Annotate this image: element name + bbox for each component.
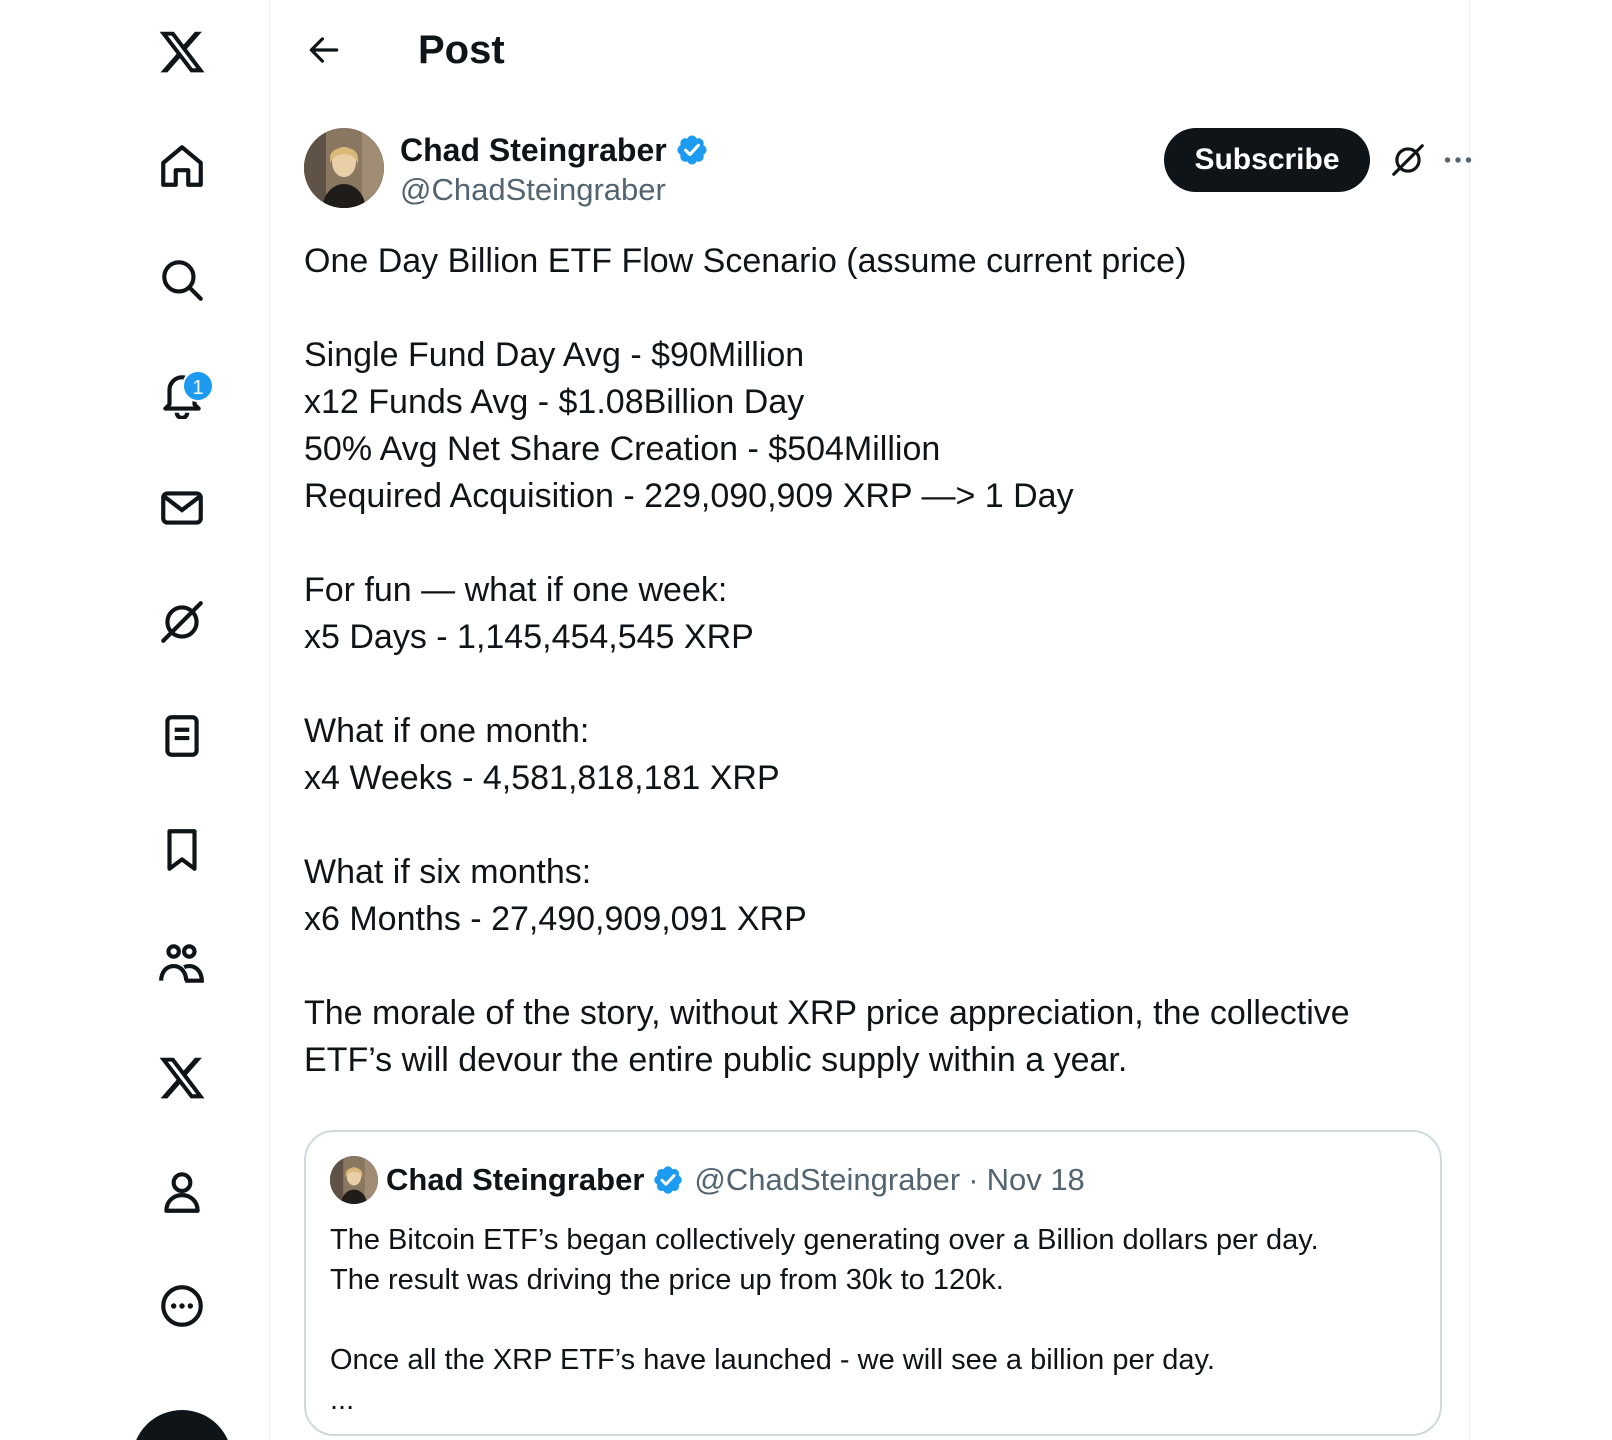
page-title: Post bbox=[418, 28, 505, 72]
grok-icon bbox=[1389, 141, 1427, 179]
post-author-row bbox=[304, 128, 1444, 212]
post-line: x6 Months - 27,490,909,091 XRP bbox=[304, 900, 807, 938]
quote-separator: · bbox=[968, 1162, 979, 1197]
lists-icon[interactable] bbox=[150, 704, 214, 768]
more-icon[interactable] bbox=[150, 1274, 214, 1338]
more-options-button[interactable] bbox=[1434, 136, 1482, 184]
profile-icon[interactable] bbox=[150, 1160, 214, 1224]
bookmarks-icon[interactable] bbox=[150, 818, 214, 882]
post-line bbox=[304, 661, 1424, 708]
ellipsis-icon bbox=[1440, 142, 1476, 178]
author-name[interactable] bbox=[400, 130, 709, 170]
quoted-post[interactable] bbox=[304, 1130, 1442, 1436]
verified-badge-icon bbox=[675, 133, 709, 167]
post-line bbox=[304, 285, 1424, 332]
grok-icon[interactable] bbox=[150, 590, 214, 654]
messages-icon[interactable] bbox=[150, 476, 214, 540]
quote-date: Nov 18 bbox=[986, 1162, 1085, 1197]
quote-author-handle: @ChadSteingraber bbox=[694, 1162, 961, 1197]
avatar[interactable] bbox=[304, 128, 384, 208]
page-header bbox=[270, 0, 1470, 100]
post-line: ETF’s will devour the entire public supply within a year. bbox=[304, 1041, 1128, 1079]
premium-icon[interactable] bbox=[150, 1046, 214, 1110]
quote-line: The result was driving the price up from 30k to 120k. bbox=[330, 1264, 1004, 1296]
communities-icon[interactable] bbox=[150, 932, 214, 996]
post-line: 50% Avg Net Share Creation - $504Million bbox=[304, 430, 941, 468]
back-button[interactable] bbox=[300, 26, 348, 74]
sidebar-nav bbox=[0, 0, 270, 1440]
quote-author-name: Chad Steingraber bbox=[386, 1162, 645, 1197]
post-line: x12 Funds Avg - $1.08Billion Day bbox=[304, 383, 805, 421]
verified-badge-icon bbox=[652, 1164, 684, 1196]
post-line: x5 Days - 1,145,454,545 XRP bbox=[304, 618, 754, 656]
quote-line: ... bbox=[330, 1384, 355, 1416]
post-line: For fun — what if one week: bbox=[304, 571, 728, 609]
post-text bbox=[304, 238, 1424, 1084]
search-icon[interactable] bbox=[150, 248, 214, 312]
quote-line: The Bitcoin ETF’s began collectively generating over a Billion dollars per day. bbox=[330, 1224, 1319, 1256]
post-line: What if six months: bbox=[304, 853, 592, 891]
post-line: What if one month: bbox=[304, 712, 590, 750]
quote-avatar bbox=[330, 1156, 378, 1204]
back-arrow-icon bbox=[305, 31, 343, 69]
compose-post-button[interactable] bbox=[132, 1410, 232, 1440]
post-line: The morale of the story, without XRP price appreciation, the collective bbox=[304, 994, 1350, 1032]
grok-button[interactable] bbox=[1384, 136, 1432, 184]
quote-header bbox=[386, 1160, 1085, 1200]
author-handle[interactable]: @ChadSteingraber bbox=[400, 172, 666, 207]
post-line bbox=[304, 943, 1424, 990]
post-line: One Day Billion ETF Flow Scenario (assume current price) bbox=[304, 242, 1187, 280]
post-line bbox=[304, 802, 1424, 849]
post-line bbox=[304, 520, 1424, 567]
home-icon[interactable] bbox=[150, 134, 214, 198]
quote-line: Once all the XRP ETF’s have launched - we will see a billion per day. bbox=[330, 1344, 1215, 1376]
main-column bbox=[270, 0, 1470, 1440]
post-line: Required Acquisition - 229,090,909 XRP —> 1 Day bbox=[304, 477, 1074, 515]
notifications-icon[interactable] bbox=[150, 362, 214, 426]
subscribe-button[interactable]: Subscribe bbox=[1164, 128, 1370, 192]
post-line: x4 Weeks - 4,581,818,181 XRP bbox=[304, 759, 780, 797]
x-logo-icon[interactable] bbox=[150, 20, 214, 84]
notification-badge: 1 bbox=[182, 370, 214, 402]
quote-line bbox=[330, 1300, 1420, 1340]
author-name-text: Chad Steingraber bbox=[400, 132, 667, 168]
post-line: Single Fund Day Avg - $90Million bbox=[304, 336, 805, 374]
quote-text bbox=[330, 1220, 1420, 1420]
